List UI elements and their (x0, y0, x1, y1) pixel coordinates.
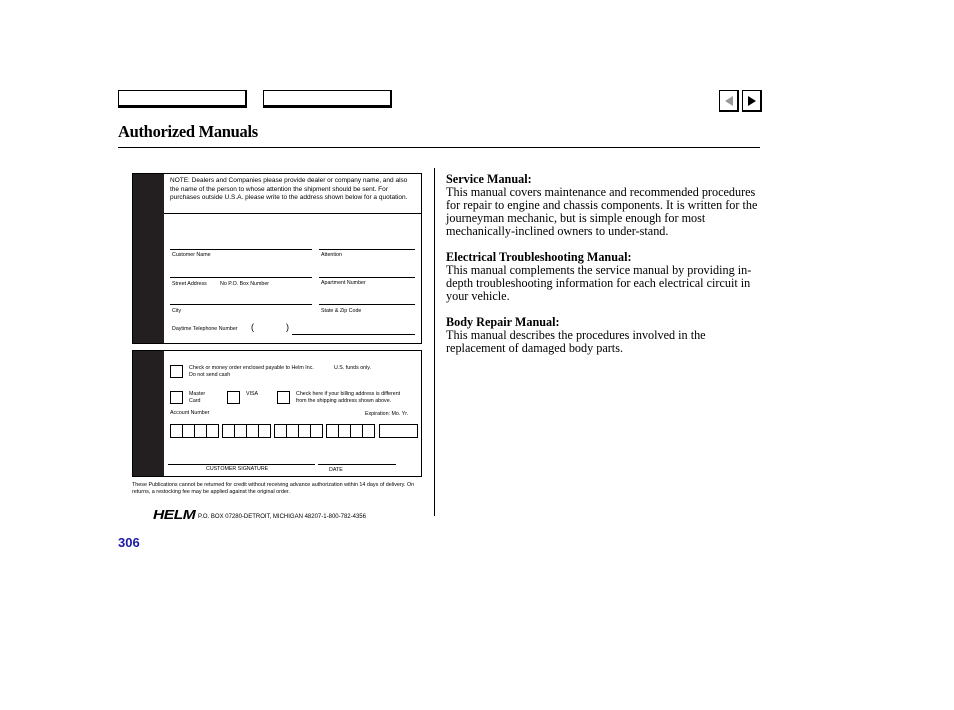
order-form-payment (132, 350, 422, 477)
form-sidebar (133, 174, 164, 343)
state-zip-label: State & Zip Code (321, 308, 362, 314)
page-number: 306 (118, 535, 140, 550)
triangle-right-icon (748, 96, 756, 106)
page-title: Authorized Manuals (118, 122, 258, 141)
city-line[interactable] (170, 304, 312, 305)
date-line[interactable] (318, 464, 396, 465)
service-manual-section (446, 173, 758, 238)
check-money-order-checkbox[interactable] (170, 365, 183, 378)
body-repair-manual-heading: Body Repair Manual: (446, 315, 560, 329)
account-digit-box[interactable] (258, 424, 271, 438)
next-page-button[interactable] (742, 90, 762, 112)
mastercard-label-2: Card (189, 398, 201, 404)
service-manual-heading: Service Manual: (446, 172, 532, 186)
no-po-box-label: No P.O. Box Number (220, 281, 270, 287)
account-number-label: Account Number (170, 410, 210, 416)
billing-different-label-1: Check here if your billing address is different (296, 391, 401, 397)
billing-different-checkbox[interactable] (277, 391, 290, 404)
city-label: City (172, 308, 182, 314)
body-repair-manual-body: This manual describes the procedures involved in the replacement of damaged body parts. (446, 328, 706, 355)
electrical-manual-body: This manual complements the service manual by providing in-depth troubleshooting information for each electrical circuit in your vehicle. (446, 263, 752, 303)
street-address-line[interactable] (170, 277, 312, 278)
form-note: NOTE: Dealers and Companies please provide dealer or company name, and also the name of the person to whose attention the shipment should be sent. For purchases outside U.S.A. please write to the address shown below for a quotation. (164, 174, 421, 214)
nav-tab-1[interactable] (118, 90, 247, 108)
electrical-manual-heading: Electrical Troubleshooting Manual: (446, 250, 632, 264)
signature-line[interactable] (168, 464, 315, 465)
apartment-line[interactable] (319, 277, 415, 278)
title-divider (118, 147, 760, 148)
mastercard-label-1: Master (189, 391, 206, 397)
state-zip-line[interactable] (319, 304, 415, 305)
expiration-label: Expiration: Mo. Yr. (365, 411, 409, 417)
phone-close-paren: ) (286, 322, 289, 332)
street-address-label: Street Address (172, 281, 207, 287)
mastercard-checkbox[interactable] (170, 391, 183, 404)
signature-label: CUSTOMER SIGNATURE (206, 466, 269, 472)
phone-open-paren: ( (251, 322, 254, 332)
attention-line[interactable] (319, 249, 415, 250)
apartment-label: Apartment Number (321, 280, 366, 286)
service-manual-body: This manual covers maintenance and recommended procedures for repair to engine and chassis components. It is written for the journeyman mechanic, but is simple enough for most mechanically-inclined owners to under-stand. (446, 185, 758, 238)
customer-name-label: Customer Name (172, 252, 211, 258)
visa-label: VISA (246, 391, 259, 397)
daytime-phone-label: Daytime Telephone Number (172, 326, 238, 332)
account-digit-box[interactable] (310, 424, 323, 438)
account-digit-box[interactable] (362, 424, 375, 438)
phone-line[interactable] (292, 334, 415, 335)
customer-name-line[interactable] (170, 249, 312, 250)
previous-page-button[interactable] (719, 90, 739, 112)
account-digit-box[interactable] (206, 424, 219, 438)
column-divider (434, 168, 435, 516)
check-money-order-label: Check or money order enclosed payable to Helm Inc. (189, 365, 314, 371)
electrical-manual-section (446, 251, 758, 303)
visa-checkbox[interactable] (227, 391, 240, 404)
billing-different-label-2: from the shipping address shown above. (296, 398, 392, 404)
form-sidebar (133, 351, 164, 476)
expiration-box[interactable] (379, 424, 418, 438)
date-label: DATE (329, 467, 343, 473)
returns-disclaimer: These Publications cannot be returned for credit without receiving advance authorization within 14 days of delivery. On returns, a restocking fee may be applied against the original order. (132, 482, 415, 496)
nav-tab-2[interactable] (263, 90, 392, 108)
attention-label: Attention (321, 252, 342, 258)
us-funds-label: U.S. funds only. (334, 365, 371, 371)
mailing-address: P.O. BOX 07280-DETROIT, MICHIGAN 48207-1-800-782-4356 (198, 514, 366, 520)
triangle-left-icon (725, 96, 733, 106)
no-cash-label: Do not send cash (189, 372, 231, 378)
manual-descriptions (446, 173, 758, 368)
body-repair-manual-section (446, 316, 758, 355)
order-form-address (132, 173, 422, 344)
helm-logo: HELM (153, 508, 196, 522)
